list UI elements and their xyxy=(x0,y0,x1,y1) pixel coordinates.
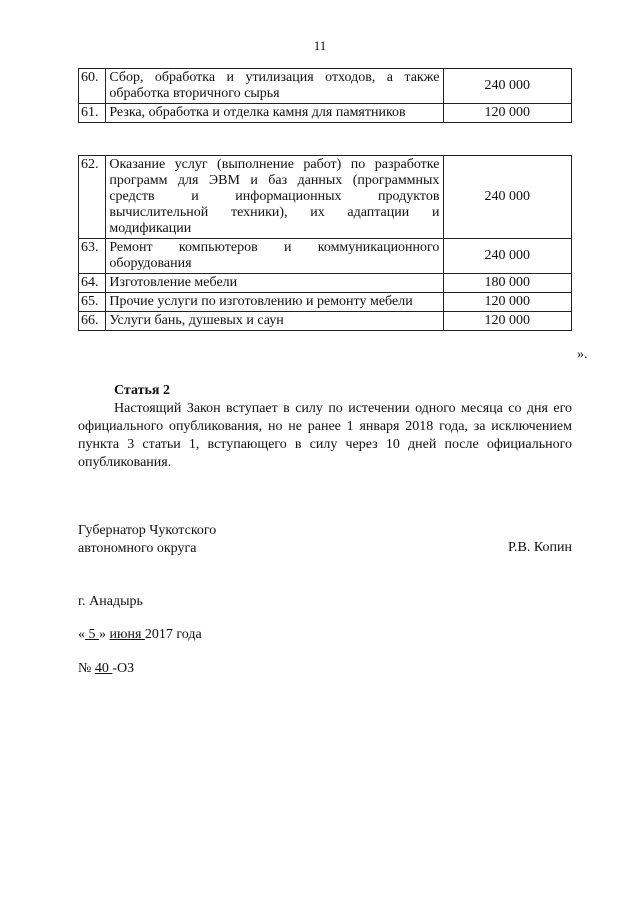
row-description: Резка, обработка и отделка камня для памятников xyxy=(106,104,444,123)
page-number: 11 xyxy=(313,38,327,53)
date-line xyxy=(78,627,202,643)
row-value: 240 000 xyxy=(444,239,572,274)
law-number-prefix: № xyxy=(78,661,92,676)
row-value: 120 000 xyxy=(444,104,572,123)
row-description: Услуги бань, душевых и саун xyxy=(106,312,444,331)
row-description: Ремонт компьютеров и коммуникационного оборудования xyxy=(106,239,444,274)
row-value: 240 000 xyxy=(444,156,572,239)
law-number-value: 40 xyxy=(94,661,113,676)
table-row xyxy=(79,239,572,274)
row-number: 61. xyxy=(79,104,106,123)
row-description: Оказание услуг (выполнение работ) по разработке программ для ЭВМ и баз данных (программных средств и информационных продуктов вычислительной техники), их адаптации и модификации xyxy=(106,156,444,239)
table-row xyxy=(79,312,572,331)
row-value: 120 000 xyxy=(444,293,572,312)
row-number: 66. xyxy=(79,312,106,331)
law-number-suffix: -ОЗ xyxy=(112,661,135,676)
row-number: 60. xyxy=(79,69,106,104)
row-number: 62. xyxy=(79,156,106,239)
table-row xyxy=(79,69,572,104)
article-body: Настоящий Закон вступает в силу по истечении одного месяца со дня его официального опубликования, но не ранее 1 января 2018 года, за исключением пункта 3 статьи 1, вступающего в силу через 10 дней после официального опубликования. xyxy=(78,401,572,470)
date-year: 2017 года xyxy=(144,627,202,642)
activities-table-part-2 xyxy=(78,155,572,331)
city: г. Анадырь xyxy=(78,594,143,609)
table-row xyxy=(79,274,572,293)
signatory-title-line-2: автономного округа xyxy=(78,541,197,556)
date-close-quote: » xyxy=(99,627,106,642)
row-description: Изготовление мебели xyxy=(106,274,444,293)
table-row xyxy=(79,156,572,239)
table-row xyxy=(79,293,572,312)
activities-table-part-1 xyxy=(78,68,572,123)
law-number xyxy=(78,661,134,677)
date-day: 5 xyxy=(85,627,99,642)
closing-quote: ». xyxy=(577,347,588,362)
row-number: 64. xyxy=(79,274,106,293)
row-number: 65. xyxy=(79,293,106,312)
table-row xyxy=(79,104,572,123)
row-value: 120 000 xyxy=(444,312,572,331)
row-value: 240 000 xyxy=(444,69,572,104)
row-number: 63. xyxy=(79,239,106,274)
date-month: июня xyxy=(109,627,145,642)
row-description: Сбор, обработка и утилизация отходов, а также обработка вторичного сырья xyxy=(106,69,444,104)
signatory-title-line-1: Губернатор Чукотского xyxy=(78,523,217,538)
signatory-name: Р.В. Копин xyxy=(508,540,572,555)
row-description: Прочие услуги по изготовлению и ремонту мебели xyxy=(106,293,444,312)
article-heading: Статья 2 xyxy=(114,383,170,398)
signatory-title xyxy=(78,522,216,558)
row-value: 180 000 xyxy=(444,274,572,293)
date-open-quote: « xyxy=(78,627,85,642)
